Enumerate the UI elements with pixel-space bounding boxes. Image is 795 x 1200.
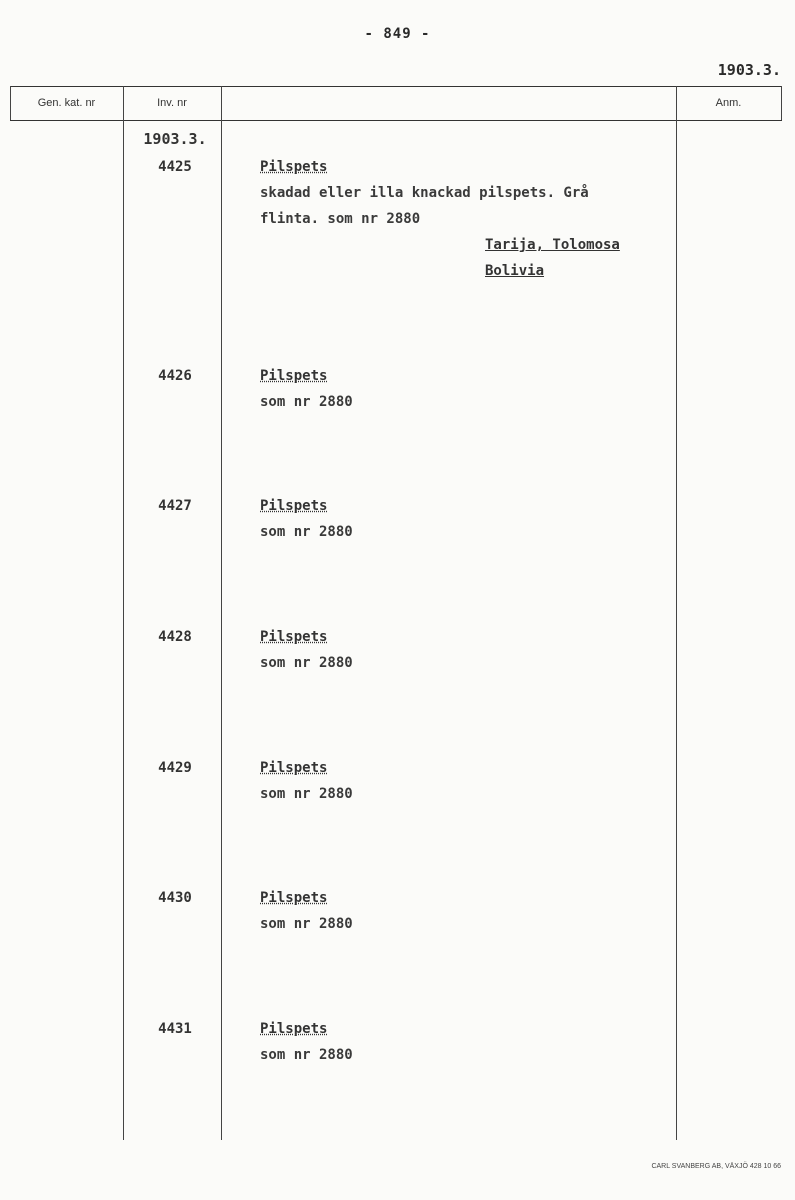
entry-description: som nr 2880 [260, 1047, 353, 1063]
entry-description: flinta. som nr 2880 [260, 211, 421, 227]
entry-description: som nr 2880 [260, 786, 353, 802]
entry-title: Pilspets [260, 368, 328, 384]
entry-description: skadad eller illa knackad pilspets. Grå [260, 185, 589, 201]
entry-location-country: Bolivia [485, 263, 545, 279]
header-gen-kat-nr: Gen. kat. nr [37, 97, 96, 109]
column-divider-1 [123, 86, 124, 1140]
entry-location: Tarija, Tolomosa [485, 237, 620, 253]
page-number: - 849 - [364, 26, 431, 42]
inventory-number: 4430 [158, 890, 192, 906]
header-bottom-border [10, 120, 782, 121]
entry-title: Pilspets [260, 498, 328, 514]
entry-title: Pilspets [260, 890, 328, 906]
entry-title: Pilspets [260, 159, 328, 175]
entry-title: Pilspets [260, 1021, 328, 1037]
entry-description: som nr 2880 [260, 916, 353, 932]
header-inv-nr: Inv. nr [157, 97, 187, 109]
column-divider-2 [221, 86, 222, 1140]
printer-imprint: CARL SVANBERG AB, VÄXJÖ 428 10 66 [651, 1163, 781, 1170]
inventory-number: 4429 [158, 760, 192, 776]
column-divider-3 [676, 86, 677, 1140]
inventory-number: 4431 [158, 1021, 192, 1037]
right-border [781, 86, 782, 120]
entry-title: Pilspets [260, 629, 328, 645]
header-anm: Anm. [715, 97, 742, 109]
entry-description: som nr 2880 [260, 655, 353, 671]
inventory-number: 4425 [158, 159, 192, 175]
entry-description: som nr 2880 [260, 394, 353, 410]
inventory-number: 4428 [158, 629, 192, 645]
series-number-top: 1903.3. [717, 61, 781, 79]
table-top-border [10, 86, 782, 87]
inventory-number: 4426 [158, 368, 192, 384]
series-number: 1903.3. [143, 130, 207, 148]
entry-title: Pilspets [260, 760, 328, 776]
inventory-number: 4427 [158, 498, 192, 514]
entry-description: som nr 2880 [260, 524, 353, 540]
